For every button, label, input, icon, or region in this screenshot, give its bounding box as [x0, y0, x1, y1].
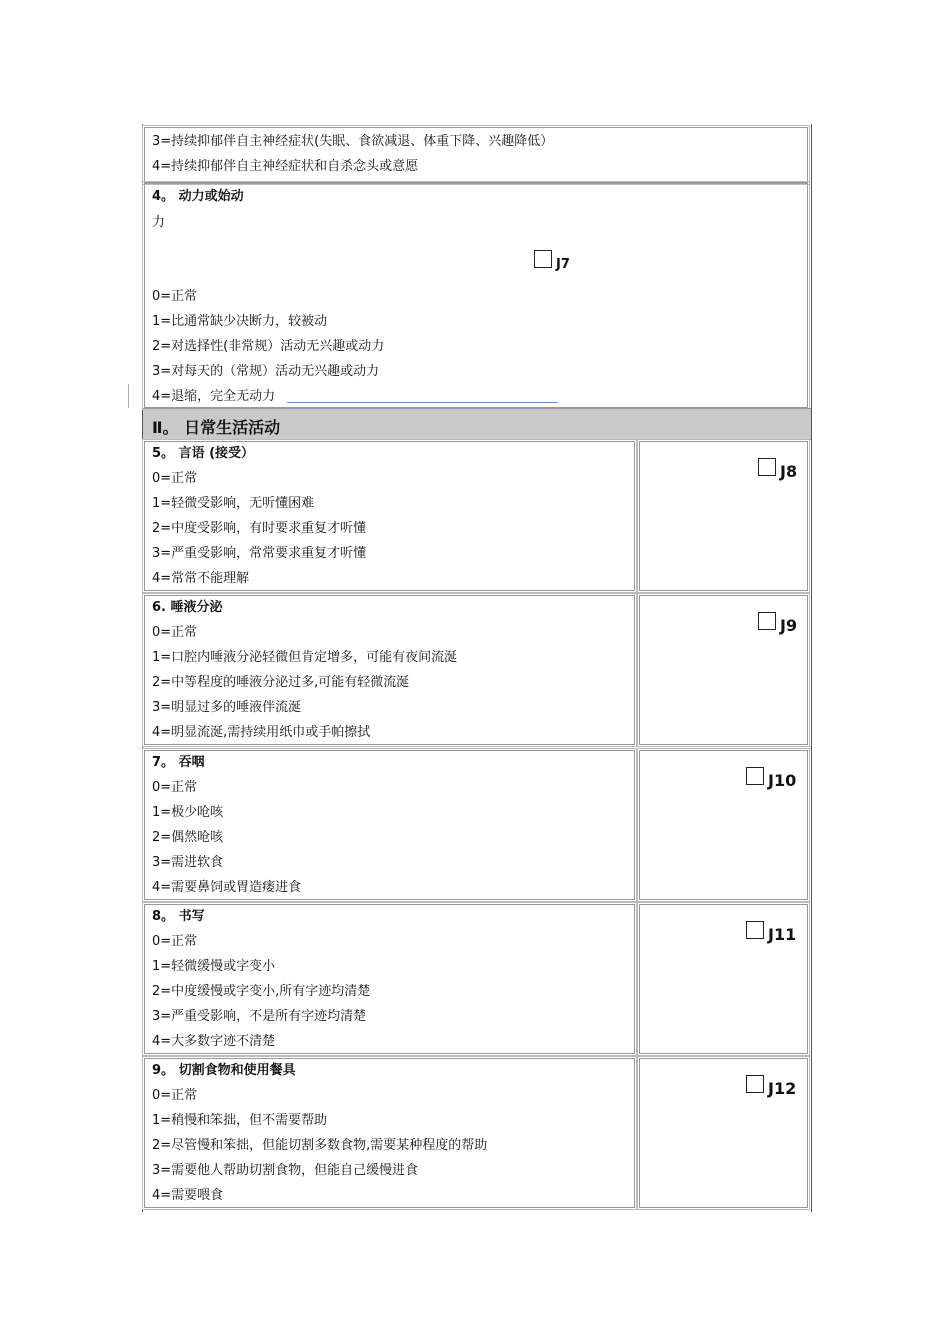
option-line: 2=中等程度的唾液分泌过多,可能有轻微流涎 [152, 675, 410, 690]
item-code: J12 [768, 1079, 797, 1098]
option-line: 4=需要喂食 [152, 1188, 224, 1203]
item-cell [144, 441, 635, 591]
option-line: 0=正常 [152, 471, 198, 486]
option-line: 4=退缩，完全无动力 [152, 389, 276, 404]
option-line: 0=正常 [152, 625, 198, 640]
margin-mark [128, 384, 129, 408]
option-line: 3=持续抑郁伴自主神经症状(失眠、食欲减退、体重下降、兴趣降低） [152, 134, 554, 149]
option-line: 2=中度缓慢或字变小,所有字迹均清楚 [152, 984, 371, 999]
option-line: 1=轻微受影响，无听懂困难 [152, 496, 315, 511]
score-checkbox[interactable] [534, 250, 552, 268]
option-line: 0=正常 [152, 934, 198, 949]
score-checkbox[interactable] [746, 767, 764, 785]
option-line: 2=尽管慢和笨拙，但能切割多数食物,需要某种程度的帮助 [152, 1138, 488, 1153]
item-cell [144, 595, 635, 745]
option-line: 4=大多数字迹不清楚 [152, 1034, 276, 1049]
option-line: 4=明显流涎,需持续用纸巾或手帕擦拭 [152, 725, 371, 740]
item-title: 6. 唾液分泌 [152, 600, 223, 615]
option-line: 3=需要他人帮助切割食物，但能自己缓慢进食 [152, 1163, 419, 1178]
item-title-continued: 力 [152, 215, 166, 230]
item-title: 7。 吞咽 [152, 755, 205, 770]
option-line: 0=正常 [152, 780, 198, 795]
item-cell [144, 750, 635, 900]
score-checkbox[interactable] [758, 612, 776, 630]
item-cell [144, 1058, 635, 1208]
item-code: J11 [768, 925, 797, 944]
option-line: 1=极少呛咳 [152, 805, 224, 820]
option-line: 3=明显过多的唾液伴流涎 [152, 700, 302, 715]
assessment-table [142, 124, 812, 1212]
item-cell [144, 904, 635, 1054]
option-line: 0=正常 [152, 289, 198, 304]
item-code: J10 [768, 771, 797, 790]
score-checkbox[interactable] [746, 921, 764, 939]
option-line: 1=口腔内唾液分泌轻微但肯定增多，可能有夜间流涎 [152, 650, 458, 665]
item-code: J9 [780, 616, 798, 635]
option-line: 1=轻微缓慢或字变小 [152, 959, 276, 974]
option-line: 3=严重受影响，不是所有字迹均清楚 [152, 1009, 367, 1024]
option-line: 2=中度受影响，有时要求重复才听懂 [152, 521, 367, 536]
option-line: 1=稍慢和笨拙，但不需要帮助 [152, 1113, 328, 1128]
option-line: 3=需进软食 [152, 855, 224, 870]
answer-underline [287, 402, 558, 403]
item-title: 5。 言语 (接受） [152, 446, 255, 461]
section-header [143, 408, 811, 440]
option-line: 1=比通常缺少决断力，较被动 [152, 314, 328, 329]
section-title: Ⅱ。 日常生活活动 [152, 418, 281, 437]
item-title: 8。 书写 [152, 909, 205, 924]
option-line: 2=偶然呛咳 [152, 830, 224, 845]
item-title: 4。 动力或始动 [152, 189, 244, 204]
option-line: 4=需要鼻饲或胃造瘘进食 [152, 880, 302, 895]
option-line: 4=持续抑郁伴自主神经症状和自杀念头或意愿 [152, 159, 419, 174]
item-title: 9。 切割食物和使用餐具 [152, 1063, 296, 1078]
score-checkbox[interactable] [758, 458, 776, 476]
option-line: 0=正常 [152, 1088, 198, 1103]
option-line: 3=对每天的（常规）活动无兴趣或动力 [152, 364, 380, 379]
item-code: J8 [780, 462, 798, 481]
item-code: J7 [556, 257, 570, 272]
option-line: 3=严重受影响，常常要求重复才听懂 [152, 546, 367, 561]
option-line: 4=常常不能理解 [152, 571, 250, 586]
score-checkbox[interactable] [746, 1075, 764, 1093]
option-line: 2=对选择性(非常规）活动无兴趣或动力 [152, 339, 385, 354]
